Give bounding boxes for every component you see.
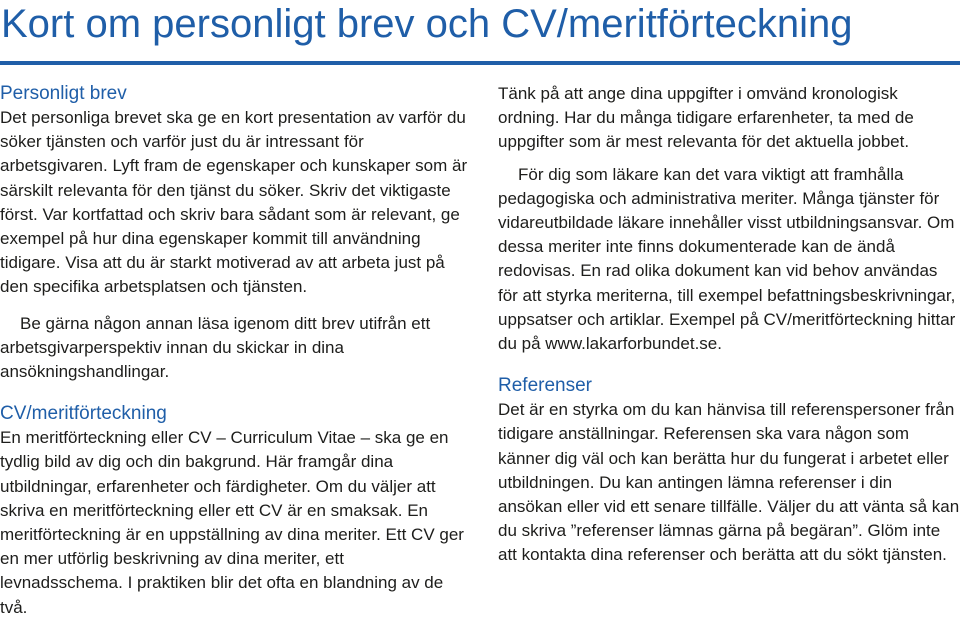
referenser-paragraph-1: Det är en styrka om du kan hänvisa till referenspersoner från tidigare anställningar. Referensen ska vara någon som känner dig väl och kan berätta hur du fungerat i arbetet eller utbildningen. Du kan antingen lämna referenser i din ansökan eller vid ett senare tillfälle. Väljer du att vänta så kan du skriva ”referenser lämnas gärna på begäran”. Glöm inte att kontakta dina referenser och berätta att du sökt tjänsten. — [498, 400, 960, 565]
personligt-brev-paragraph-2: Be gärna någon annan läsa igenom ditt brev utifrån ett arbetsgivarperspektiv innan du skickar in dina ansökningshandlingar. — [0, 313, 431, 382]
page-title: Kort om personligt brev och CV/meritförteckning — [1, 2, 853, 46]
cv-paragraph-2: Tänk på att ange dina uppgifter i omvänd kronologisk ordning. Har du många tidigare erfarenheter, ta med de uppgifter som är mest relevanta för det aktuella jobbet. — [498, 84, 914, 152]
left-column — [0, 82, 470, 620]
title-rule — [0, 61, 960, 65]
spacer — [0, 300, 470, 312]
personligt-brev-paragraph-1: Det personliga brevet ska ge en kort presentation av varför du söker tjänsten och varför just du är intressant för arbetsgivaren. Lyft fram de egenskaper och kunskaper som är särskilt relevanta för den tjänst du söker. Skriv det viktigaste först. Var kortfattad och skriv bara sådant som är relevant, ge exempel på hur dina egenskaper kommit till användning tidigare. Visa att du är starkt motiverad av att arbeta just på den specifika arbetsplatsen och tjänsten. — [0, 108, 468, 297]
heading-cv: CV/meritförteckning — [0, 403, 167, 425]
heading-referenser: Referenser — [498, 375, 592, 397]
spacer — [498, 155, 960, 163]
spacer — [498, 356, 960, 374]
heading-personligt-brev: Personligt brev — [0, 83, 127, 104]
cv-paragraph-3: För dig som läkare kan det vara viktigt att framhålla pedagogiska och administrativa meriter. Många tjänster för vidareutbildade läkare innehåller visst utbildningsansvar. Om dessa meriter inte finns dokumenterade kan de ändå redovisas. En rad olika dokument kan vid behov användas för att styrka meriterna, till exempel befattningsbeskrivningar, uppsatser och artiklar. Exempel på CV/meritförteckning hittar du på www.lakarforbundet.se. — [498, 164, 956, 354]
cv-paragraph-1: En meritförteckning eller CV – Curriculum Vitae – ska ge en tydlig bild av dig och din bakgrund. Här framgår dina utbildningar, erfarenheter och färdigheter. Om du väljer att skriva en meritförteckning eller ett CV är en smaksak. En meritförteckning är en uppställning av dina meriter. Ett CV ger en mer utförlig beskrivning av dina meriter, ett levnadsschema. I praktiken blir det ofta en blandning av de två. — [0, 428, 464, 617]
spacer — [0, 384, 470, 402]
right-column — [498, 82, 960, 568]
